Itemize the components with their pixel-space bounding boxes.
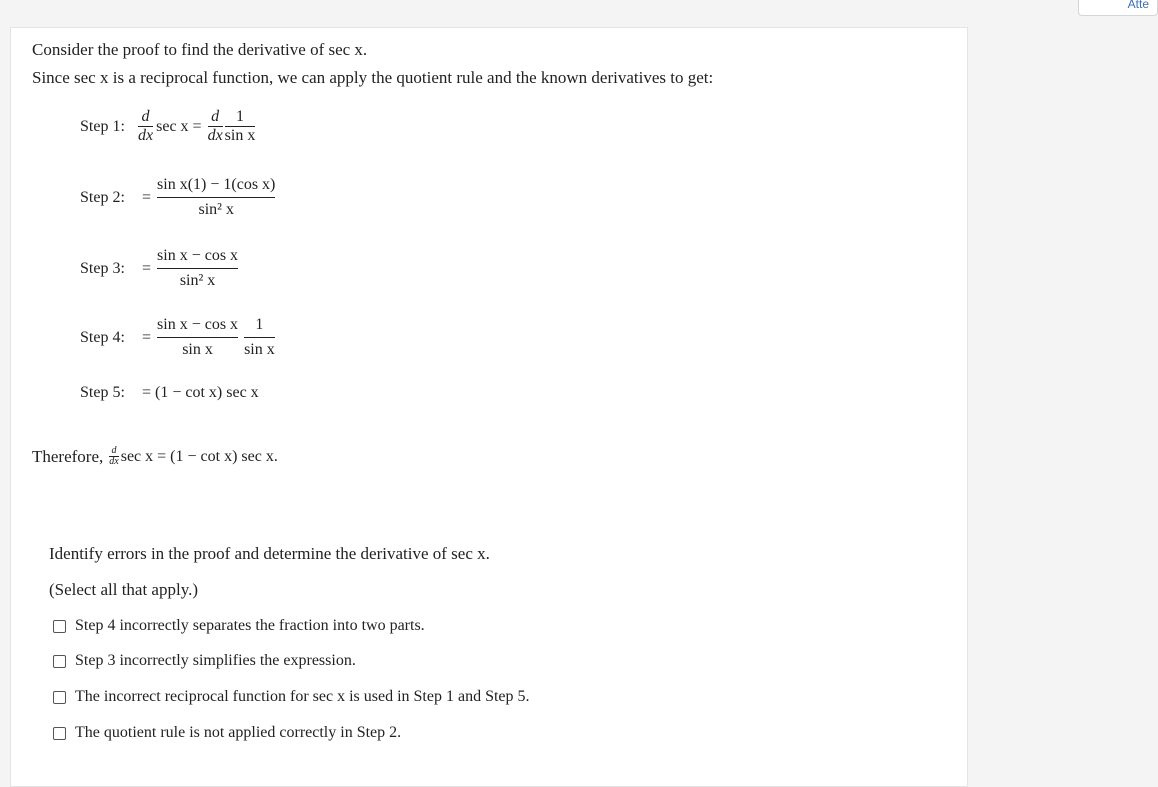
- step-2-label: Step 2:: [80, 188, 125, 206]
- option-3-label[interactable]: The incorrect reciprocal function for sec x is used in Step 1 and Step 5.: [75, 688, 530, 705]
- step-1-label: Step 1:: [80, 117, 125, 135]
- option-1[interactable]: [53, 617, 425, 635]
- step-1: [80, 108, 255, 145]
- question-card: [10, 27, 968, 787]
- step-4-fraction-1: $\frac{\text{sin x − cos x}}{\text{sin x}}$: [157, 316, 239, 358]
- option-3[interactable]: [53, 688, 530, 706]
- step-2-fraction: $\frac{\text{sin x(1) − 1(cos x)}}{\text{sin² x}}$: [157, 176, 276, 218]
- step-4-label: Step 4:: [80, 328, 125, 346]
- step-5-expression: = (1 − cot x) sec x: [142, 384, 259, 401]
- step-2: [80, 176, 275, 219]
- step-3-label: Step 3:: [80, 259, 125, 277]
- step-1-derivative-op: $\frac{d}{dx}$: [138, 108, 154, 144]
- intro-line-1: Consider the proof to find the derivative of sec x.: [32, 40, 368, 59]
- step-5: [80, 384, 259, 402]
- step-5-label: Step 5:: [80, 384, 125, 401]
- intro-line-2: Since sec x is a reciprocal function, we can apply the quotient rule and the known derivatives to get:: [32, 68, 714, 87]
- question-prompt: Identify errors in the proof and determine the derivative of sec x.: [49, 544, 490, 563]
- question-instruction: (Select all that apply.): [49, 580, 199, 599]
- step-3: [80, 247, 238, 290]
- therefore-prefix: Therefore,: [32, 446, 104, 466]
- option-1-checkbox[interactable]: [53, 620, 66, 633]
- step-1-fraction: $\frac{1}{\text{sin x}}$: [224, 108, 256, 144]
- step-1-derivative-op-2: $\frac{d}{dx}$: [207, 108, 223, 144]
- step-3-fraction: $\frac{\text{sin x − cos x}}{\text{sin² x}}$: [157, 247, 239, 289]
- option-1-label[interactable]: Step 4 incorrectly separates the fraction into two parts.: [75, 617, 425, 634]
- option-3-checkbox[interactable]: [53, 691, 66, 704]
- option-2-checkbox[interactable]: [53, 655, 66, 668]
- option-2-label[interactable]: Step 3 incorrectly simplifies the expression.: [75, 652, 356, 669]
- step-4-equals: =: [142, 328, 152, 346]
- step-4: [80, 316, 275, 359]
- therefore-line: [32, 446, 278, 467]
- step-4-fraction-2: $\frac{1}{\text{sin x}}$: [244, 316, 275, 358]
- top-tab[interactable]: Atte: [1078, 0, 1158, 16]
- step-3-equals: =: [142, 259, 152, 277]
- therefore-derivative-op: $\frac{d}{dx}$: [109, 445, 119, 467]
- step-2-equals: =: [142, 188, 152, 206]
- step-1-sec: sec x =: [156, 117, 202, 135]
- therefore-expression: sec x = (1 − cot x) sec x.: [120, 447, 278, 465]
- option-4-checkbox[interactable]: [53, 727, 66, 740]
- option-2[interactable]: [53, 652, 356, 670]
- option-4-label[interactable]: The quotient rule is not applied correctly in Step 2.: [75, 724, 402, 741]
- option-4[interactable]: [53, 724, 401, 742]
